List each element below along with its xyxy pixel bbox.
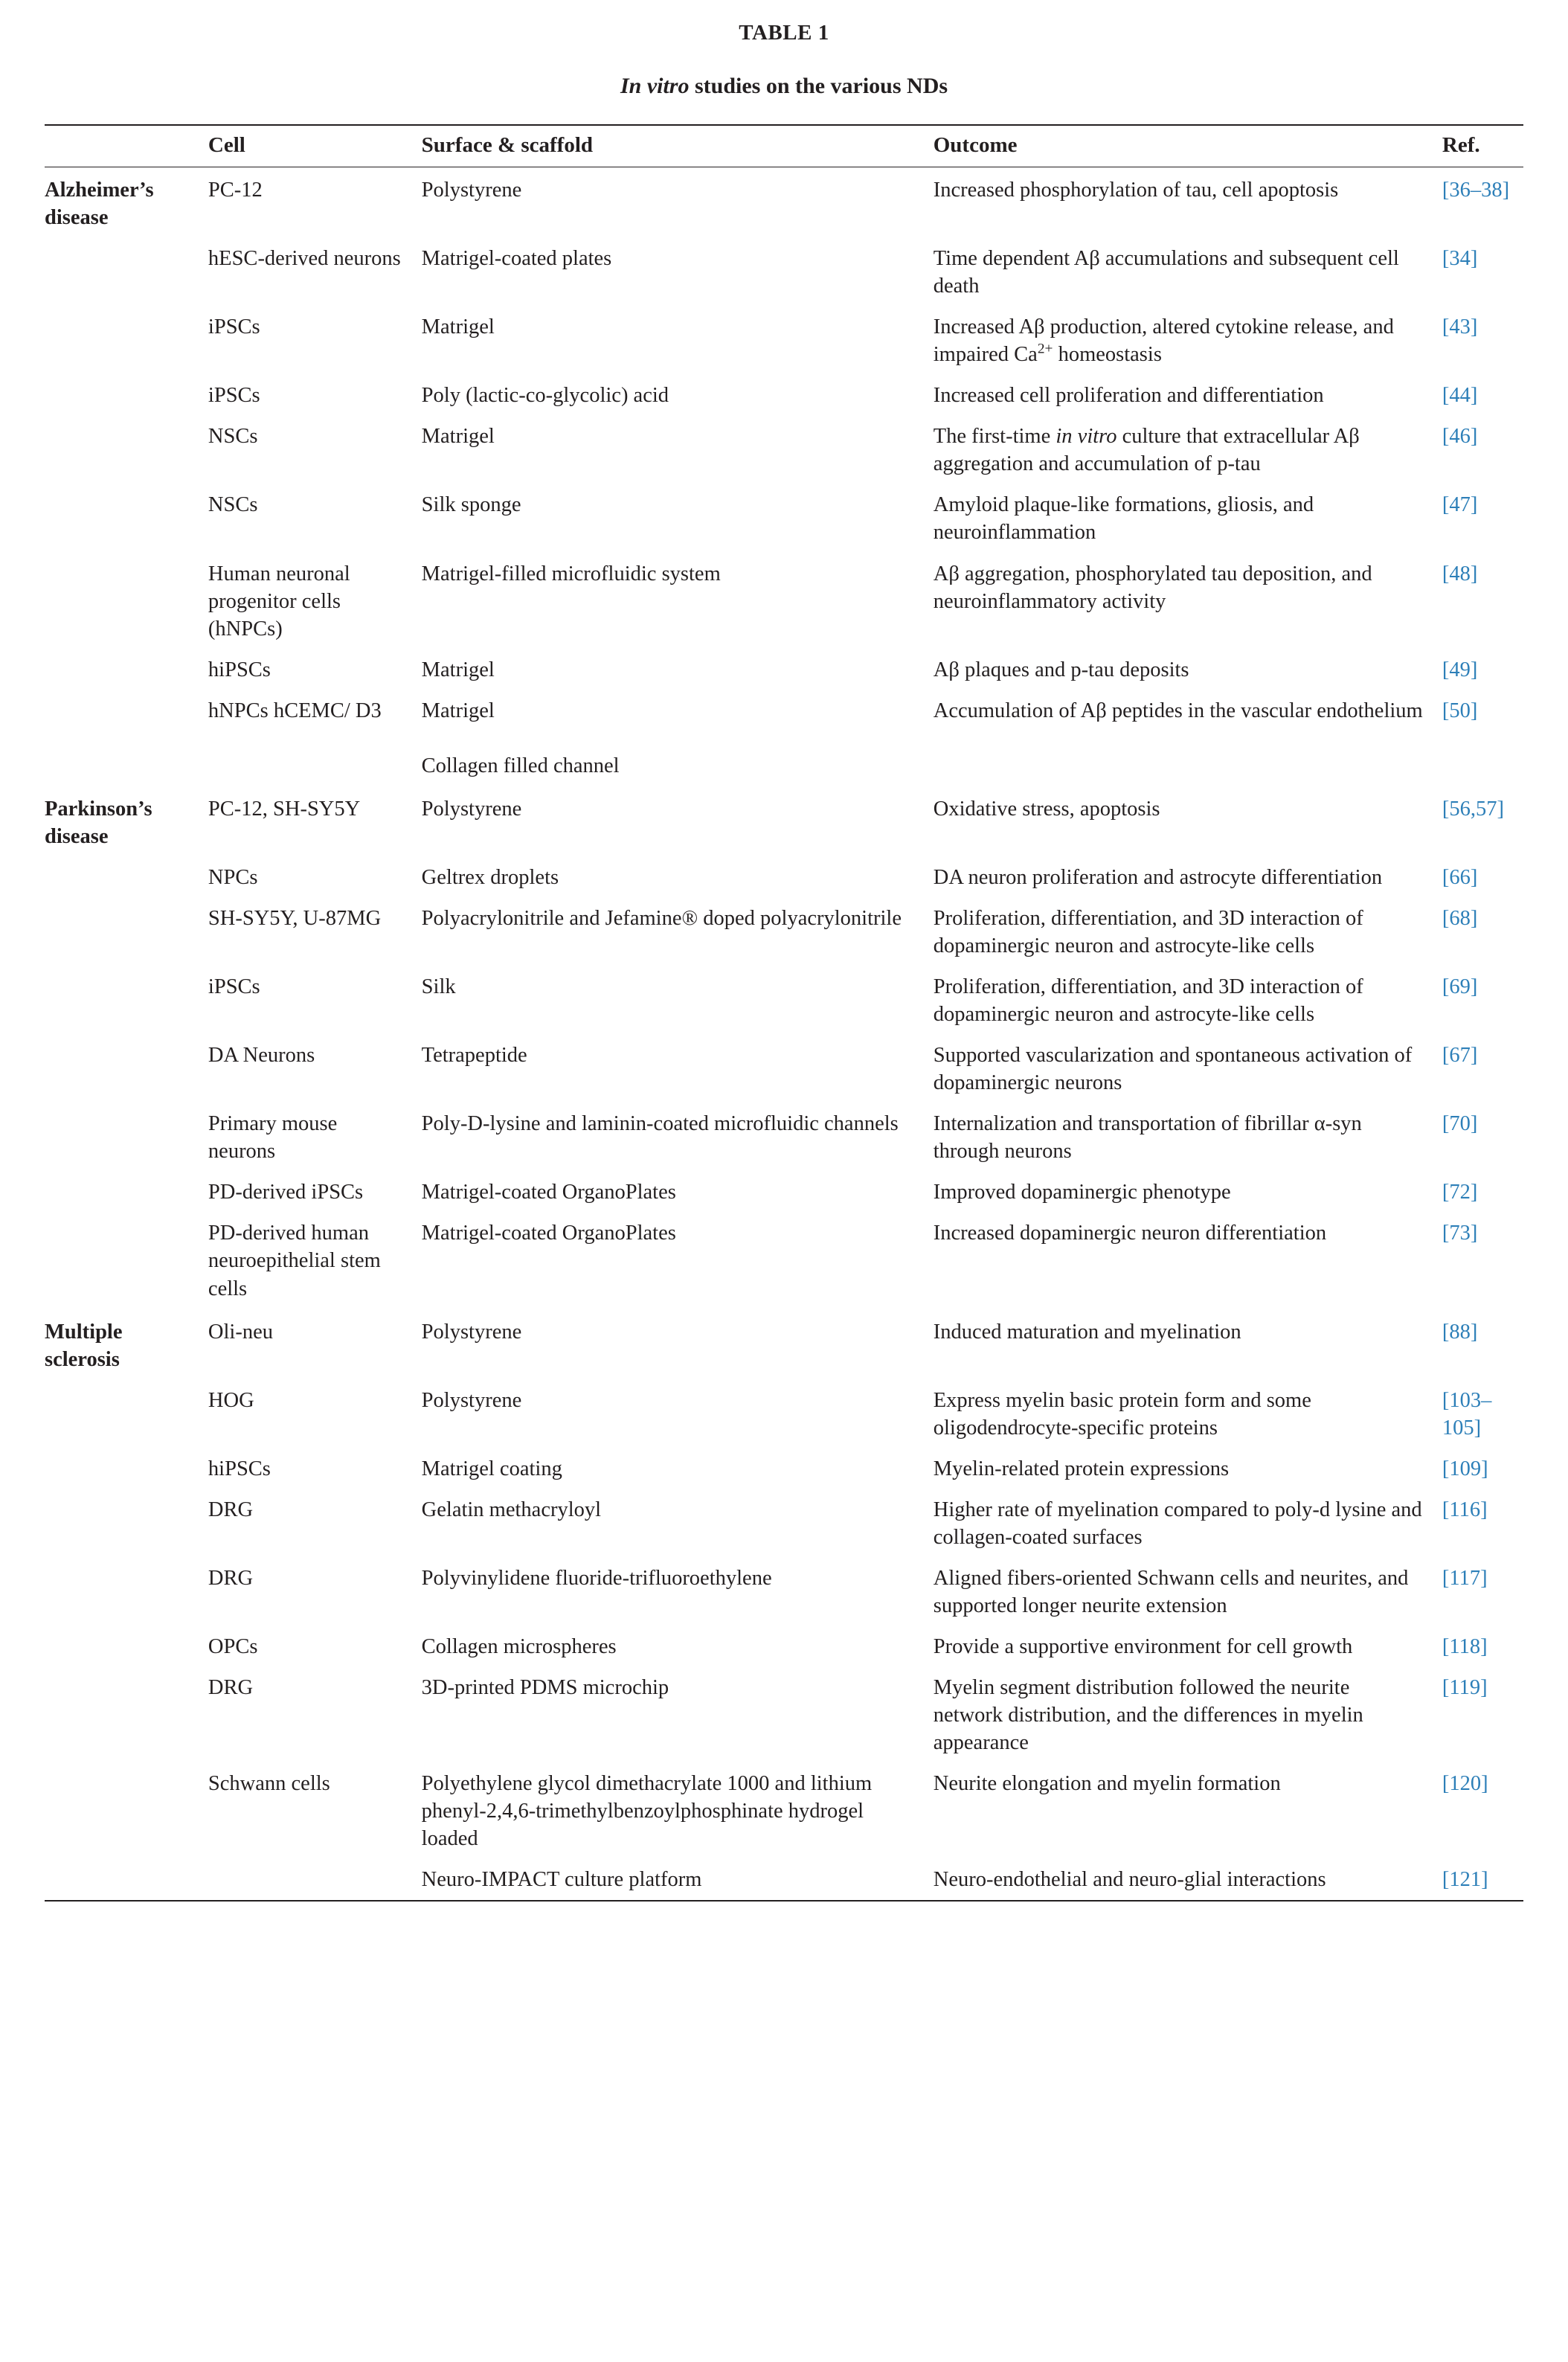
- row-outcome: The first-time in vitro culture that extracellular Aβ aggregation and accumulation of p-tau: [933, 425, 1360, 476]
- row-surface-scaffold: Polyvinylidene fluoride-trifluoroethylene: [421, 1566, 772, 1590]
- table-number-label: TABLE 1: [739, 21, 829, 45]
- row-category: [45, 966, 208, 1035]
- row-reference[interactable]: [116]: [1442, 1498, 1488, 1521]
- table-row: [45, 1763, 1523, 1859]
- row-reference[interactable]: [66]: [1442, 865, 1478, 889]
- row-reference[interactable]: [88]: [1442, 1320, 1478, 1344]
- row-cell: OPCs: [208, 1634, 258, 1658]
- table-row: [45, 1172, 1523, 1213]
- row-outcome: Increased Aβ production, altered cytokine release, and impaired $Ca^{2+}$ homeostasis: [933, 315, 1394, 367]
- row-cell: DA Neurons: [208, 1044, 315, 1068]
- row-cell: NPCs: [208, 865, 258, 889]
- row-cell: PC-12: [208, 179, 263, 202]
- row-cell: Primary mouse neurons: [208, 1112, 338, 1164]
- row-category: Parkinson’s disease: [45, 797, 152, 848]
- row-outcome: Neurite elongation and myelin formation: [933, 1772, 1281, 1796]
- table-row: [45, 167, 1523, 239]
- row-category: [45, 857, 208, 898]
- row-reference[interactable]: [103–105]: [1442, 1388, 1492, 1440]
- row-reference[interactable]: [43]: [1442, 315, 1478, 339]
- row-category: [45, 1213, 208, 1309]
- row-surface-scaffold: Matrigel: [421, 425, 495, 449]
- row-reference[interactable]: [34]: [1442, 247, 1478, 271]
- row-cell: PD-derived human neuroepithelial stem cells: [208, 1222, 381, 1300]
- table-row: [45, 1380, 1523, 1448]
- row-category: [45, 898, 208, 966]
- row-surface-scaffold: Matrigel: [421, 315, 495, 339]
- table-row: [45, 484, 1523, 553]
- row-surface-scaffold: Collagen microspheres: [421, 1634, 617, 1658]
- table-caption-rest: studies on the various NDs: [689, 74, 948, 98]
- table-row: [45, 375, 1523, 416]
- row-outcome: Neuro-endothelial and neuro-glial interactions: [933, 1868, 1326, 1892]
- row-reference[interactable]: [72]: [1442, 1181, 1478, 1204]
- row-reference[interactable]: [48]: [1442, 562, 1478, 585]
- row-surface-scaffold: Silk: [421, 975, 456, 999]
- row-outcome: Myelin-related protein expressions: [933, 1457, 1230, 1480]
- row-category: [45, 1763, 208, 1859]
- table-row: [45, 966, 1523, 1035]
- column-header-cell: Cell: [208, 133, 245, 157]
- row-cell: HOG: [208, 1388, 254, 1412]
- row-cell: DRG: [208, 1566, 254, 1590]
- table-row: [45, 553, 1523, 649]
- row-reference[interactable]: [119]: [1442, 1676, 1488, 1700]
- row-surface-scaffold: Matrigel Collagen filled channel: [421, 699, 620, 777]
- table-row: [45, 307, 1523, 375]
- row-outcome: Aβ plaques and p-tau deposits: [933, 658, 1189, 681]
- row-category: [45, 307, 208, 375]
- row-outcome: Increased dopaminergic neuron differentiation: [933, 1222, 1327, 1245]
- row-category: [45, 1489, 208, 1558]
- row-category: [45, 375, 208, 416]
- row-category: Multiple sclerosis: [45, 1320, 123, 1371]
- row-reference[interactable]: [67]: [1442, 1044, 1478, 1068]
- row-reference[interactable]: [36–38]: [1442, 179, 1510, 202]
- row-cell: Human neuronal progenitor cells (hNPCs): [208, 562, 350, 641]
- row-reference[interactable]: [46]: [1442, 425, 1478, 449]
- row-outcome: Internalization and transportation of fibrillar α-syn through neurons: [933, 1112, 1362, 1164]
- row-outcome: Supported vascularization and spontaneous activation of dopaminergic neurons: [933, 1044, 1413, 1095]
- table-row: [45, 1489, 1523, 1558]
- row-outcome: Increased phosphorylation of tau, cell apoptosis: [933, 179, 1339, 202]
- row-cell: PC-12, SH-SY5Y: [208, 797, 361, 821]
- row-category: [45, 649, 208, 690]
- row-reference[interactable]: [109]: [1442, 1457, 1488, 1480]
- row-surface-scaffold: Tetrapeptide: [421, 1044, 527, 1068]
- row-surface-scaffold: Matrigel: [421, 658, 495, 681]
- row-category: [45, 1448, 208, 1489]
- row-outcome: Time dependent Aβ accumulations and subsequent cell death: [933, 247, 1399, 298]
- row-surface-scaffold: Matrigel-coated OrganoPlates: [421, 1222, 676, 1245]
- row-surface-scaffold: Polyacrylonitrile and Jefamine® doped polyacrylonitrile: [421, 906, 902, 930]
- row-surface-scaffold: Polystyrene: [421, 797, 522, 821]
- row-outcome: Oxidative stress, apoptosis: [933, 797, 1160, 821]
- row-surface-scaffold: Silk sponge: [421, 493, 521, 517]
- row-surface-scaffold: Matrigel-coated plates: [421, 247, 612, 271]
- row-category: [45, 1172, 208, 1213]
- row-reference[interactable]: [49]: [1442, 658, 1478, 681]
- row-surface-scaffold: Poly-D-lysine and laminin-coated microfluidic channels: [421, 1112, 899, 1136]
- row-outcome: Proliferation, differentiation, and 3D interaction of dopaminergic neuron and astrocyte-like cells: [933, 906, 1363, 958]
- row-category: [45, 484, 208, 553]
- row-reference[interactable]: [120]: [1442, 1772, 1488, 1796]
- table-row: [45, 1103, 1523, 1172]
- table-row: [45, 857, 1523, 898]
- row-reference[interactable]: [50]: [1442, 699, 1478, 722]
- table-row: [45, 1667, 1523, 1763]
- row-outcome: Aβ aggregation, phosphorylated tau deposition, and neuroinflammatory activity: [933, 562, 1372, 613]
- in-vitro-studies-table: [45, 124, 1523, 1902]
- row-surface-scaffold: Matrigel coating: [421, 1457, 562, 1480]
- row-reference[interactable]: [69]: [1442, 975, 1478, 999]
- row-cell: iPSCs: [208, 315, 260, 339]
- table-row: [45, 1309, 1523, 1380]
- row-surface-scaffold: Polyethylene glycol dimethacrylate 1000 and lithium phenyl-2,4,6-trimethylbenzoylphosphinate hydrogel loaded: [421, 1772, 873, 1851]
- row-cell: [208, 1859, 422, 1901]
- row-cell: hNPCs hCEMC/ D3: [208, 699, 382, 722]
- row-outcome: Induced maturation and myelination: [933, 1320, 1241, 1344]
- table-row: [45, 690, 1523, 786]
- row-surface-scaffold: Neuro-IMPACT culture platform: [421, 1868, 702, 1892]
- row-surface-scaffold: Gelatin methacryloyl: [421, 1498, 602, 1521]
- row-reference[interactable]: [117]: [1442, 1566, 1488, 1590]
- row-category: [45, 238, 208, 307]
- row-outcome: Aligned fibers-oriented Schwann cells and neurites, and supported longer neurite extension: [933, 1566, 1409, 1617]
- row-category: [45, 1380, 208, 1448]
- column-header-surface: Surface & scaffold: [421, 133, 594, 157]
- row-cell: hiPSCs: [208, 1457, 271, 1480]
- table-row: [45, 649, 1523, 690]
- row-cell: hESC-derived neurons: [208, 247, 401, 271]
- row-surface-scaffold: Poly (lactic-co-glycolic) acid: [421, 384, 669, 408]
- row-category: [45, 416, 208, 484]
- table-caption-italic: In vitro: [620, 74, 690, 98]
- table-row: [45, 786, 1523, 857]
- row-outcome: Amyloid plaque-like formations, gliosis, and neuroinflammation: [933, 493, 1314, 545]
- row-outcome: Myelin segment distribution followed the neurite network distribution, and the differences in myelin appearance: [933, 1676, 1363, 1755]
- row-reference[interactable]: [47]: [1442, 493, 1478, 517]
- table-row: [45, 416, 1523, 484]
- table-row: [45, 1448, 1523, 1489]
- table-row: [45, 898, 1523, 966]
- table-row: [45, 238, 1523, 307]
- row-category: Alzheimer’s disease: [45, 179, 154, 230]
- row-outcome: Accumulation of Aβ peptides in the vascular endothelium: [933, 699, 1423, 722]
- row-category: [45, 1859, 208, 1901]
- row-reference[interactable]: [73]: [1442, 1222, 1478, 1245]
- row-outcome: Improved dopaminergic phenotype: [933, 1181, 1231, 1204]
- row-category: [45, 1035, 208, 1103]
- row-reference[interactable]: [118]: [1442, 1634, 1488, 1658]
- table-caption: [45, 74, 1523, 99]
- row-outcome: Proliferation, differentiation, and 3D interaction of dopaminergic neuron and astrocyte-like cells: [933, 975, 1363, 1027]
- row-surface-scaffold: Polystyrene: [421, 1388, 522, 1412]
- row-surface-scaffold: Polystyrene: [421, 1320, 522, 1344]
- row-cell: iPSCs: [208, 975, 260, 999]
- table-row: [45, 1213, 1523, 1309]
- row-surface-scaffold: Polystyrene: [421, 179, 522, 202]
- table-header: [45, 125, 1523, 167]
- row-category: [45, 1626, 208, 1667]
- row-cell: DRG: [208, 1498, 254, 1521]
- row-surface-scaffold: 3D-printed PDMS microchip: [421, 1676, 669, 1700]
- row-cell: NSCs: [208, 425, 258, 449]
- column-header-category: [45, 125, 208, 167]
- row-reference[interactable]: [44]: [1442, 384, 1478, 408]
- row-cell: iPSCs: [208, 384, 260, 408]
- row-category: [45, 1558, 208, 1626]
- column-header-ref: Ref.: [1442, 133, 1480, 157]
- row-category: [45, 1103, 208, 1172]
- row-category: [45, 690, 208, 786]
- row-cell: Schwann cells: [208, 1772, 330, 1796]
- row-reference[interactable]: [121]: [1442, 1868, 1488, 1892]
- row-reference[interactable]: [56,57]: [1442, 797, 1505, 821]
- row-cell: NSCs: [208, 493, 258, 517]
- row-reference[interactable]: [68]: [1442, 906, 1478, 930]
- row-surface-scaffold: Matrigel-filled microfluidic system: [421, 562, 721, 585]
- row-cell: Oli-neu: [208, 1320, 273, 1344]
- row-category: [45, 553, 208, 649]
- row-reference[interactable]: [70]: [1442, 1112, 1478, 1136]
- row-outcome: Provide a supportive environment for cell growth: [933, 1634, 1353, 1658]
- row-outcome: DA neuron proliferation and astrocyte differentiation: [933, 865, 1383, 889]
- row-category: [45, 1667, 208, 1763]
- table-row: [45, 1035, 1523, 1103]
- row-cell: SH-SY5Y, U-87MG: [208, 906, 382, 930]
- row-outcome: Express myelin basic protein form and some oligodendrocyte-specific proteins: [933, 1388, 1311, 1440]
- table-row: [45, 1558, 1523, 1626]
- column-header-outcome: Outcome: [933, 133, 1018, 157]
- row-cell: PD-derived iPSCs: [208, 1181, 364, 1204]
- row-cell: hiPSCs: [208, 658, 271, 681]
- row-outcome: Increased cell proliferation and differentiation: [933, 384, 1324, 408]
- row-cell: DRG: [208, 1676, 254, 1700]
- row-outcome: Higher rate of myelination compared to poly-d lysine and collagen-coated surfaces: [933, 1498, 1422, 1549]
- row-surface-scaffold: Matrigel-coated OrganoPlates: [421, 1181, 676, 1204]
- row-surface-scaffold: Geltrex droplets: [421, 865, 559, 889]
- table-row: [45, 1859, 1523, 1901]
- table-body: [45, 167, 1523, 1902]
- table-row: [45, 1626, 1523, 1667]
